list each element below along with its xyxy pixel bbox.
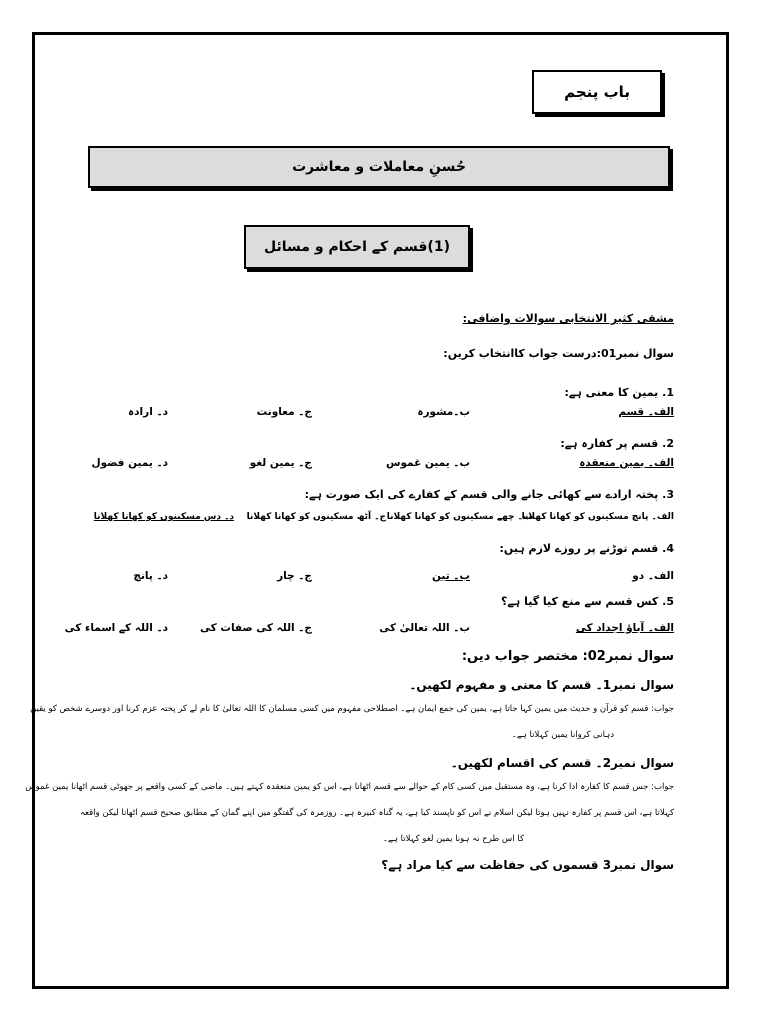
mcq-2-option-a: الف۔ یمین منعقدہ bbox=[579, 457, 674, 469]
q2-sub2-answer bbox=[25, 774, 674, 852]
mcq-2-option-d: د۔ یمین فضول bbox=[91, 457, 168, 469]
mcq-number: 1. bbox=[662, 386, 674, 399]
mcq-stem: قسم توڑنے پر روزے لازم ہیں: bbox=[499, 542, 659, 555]
section-title: حُسنِ معاملات و معاشرت bbox=[292, 159, 466, 175]
mcq-3-stem bbox=[305, 488, 674, 502]
mcq-4-stem bbox=[499, 542, 674, 556]
mcq-stem: کس قسم سے منع کیا گیا ہے؟ bbox=[500, 595, 659, 608]
mcq-5-option-d: د۔ اللہ کے اسماء کی bbox=[64, 622, 168, 634]
mcq-2-option-c: ج۔ یمین لغو bbox=[249, 457, 312, 469]
mcq-3-option-d: د۔ دس مسکینوں کو کھانا کھلانا bbox=[93, 512, 234, 522]
mcq-5-option-a: الف۔ آباؤ اجداد کی bbox=[575, 622, 674, 634]
mcq-1-option-d: د۔ ارادہ bbox=[128, 406, 168, 418]
mcq-1-stem bbox=[564, 386, 674, 400]
mcq-stem: یمین کا معنی ہے: bbox=[564, 386, 659, 399]
mcq-4-option-b: ب۔ تین bbox=[431, 570, 470, 582]
mcq-1-option-c: ج۔ معاونت bbox=[256, 406, 312, 418]
q2-sub2-question: سوال نمبر2۔ قسم کی اقسام لکھیں۔ bbox=[450, 756, 674, 770]
section-title-box bbox=[88, 146, 670, 188]
answer-line: دہانی کروانا یمین کہلاتا ہے۔ bbox=[511, 730, 614, 740]
mcq-3-option-a: الف۔ پانچ مسکینوں کو کھانا کھلانا bbox=[521, 512, 674, 522]
mcq-number: 2. bbox=[662, 437, 674, 450]
answer-line: جواب: قسم کو قرآن و حدیث میں یمین کہا جاتا ہے، یمین کی جمع ایمان ہے۔ اصطلاحی مفہوم میں کسی مسلمان کا اللہ تعالیٰ کا نام لے کر پختہ عزم کرنا اور دوسرے شخص کو یقین bbox=[30, 704, 674, 714]
lesson-title-box bbox=[244, 225, 470, 269]
mcq-3-option-b: ب۔ چھے مسکینوں کو کھانا کھلانا bbox=[386, 512, 532, 522]
answer-line: کہلاتا ہے، اس قسم پر کفارہ نہیں ہوتا لیکن اسلام نے اس کو ناپسند کیا ہے، یہ گناہ کبیرہ ہے۔ روزمرہ کی گفتگو میں اپنے گمان کے مطابق صحیح قسم اٹھانا لیکن واقعہ bbox=[80, 808, 674, 818]
answer-line: کا اس طرح نہ ہونا یمین لغو کہلاتا ہے۔ bbox=[383, 834, 524, 844]
chapter-title: باب پنجم bbox=[564, 83, 630, 101]
mcq-5-option-c: ج۔ اللہ کی صفات کی bbox=[200, 622, 312, 634]
mcq-3-option-c: ج۔ آٹھ مسکینوں کو کھانا کھلانا bbox=[246, 512, 386, 522]
q2-sub3-question: سوال نمبر3 قسموں کی حفاظت سے کیا مراد ہے؟ bbox=[381, 858, 674, 872]
mcq-number: 4. bbox=[662, 542, 674, 555]
exercise-heading: مشقی کثیر الانتخابی سوالات واضافی: bbox=[462, 312, 674, 325]
mcq-4-option-d: د۔ پانچ bbox=[133, 570, 168, 582]
q1-instruction: سوال نمبر01:درست جواب کاانتخاب کریں: bbox=[443, 347, 674, 360]
mcq-stem: پختہ ارادے سے کھائی جانے والی قسم کے کفارے کی ایک صورت ہے: bbox=[304, 488, 659, 501]
q2-sub1-answer bbox=[30, 696, 674, 748]
mcq-5-stem bbox=[501, 595, 674, 609]
q2-heading: سوال نمبر02: مختصر جواب دیں: bbox=[461, 649, 674, 664]
chapter-title-box bbox=[532, 70, 662, 114]
mcq-number: 5. bbox=[662, 595, 674, 608]
mcq-2-stem bbox=[560, 437, 674, 451]
mcq-2-option-b: ب۔ یمین غموس bbox=[385, 457, 470, 469]
mcq-1-option-a: الف۔ قسم bbox=[618, 406, 674, 418]
mcq-number: 3. bbox=[662, 488, 674, 501]
mcq-1-option-b: ب۔مشورہ bbox=[417, 406, 470, 418]
mcq-4-option-c: ج۔ چار bbox=[277, 570, 312, 582]
lesson-title: (1)قسم کے احکام و مسائل bbox=[264, 239, 450, 255]
mcq-4-option-a: الف۔ دو bbox=[632, 570, 674, 582]
mcq-stem: قسم پر کفارہ ہے: bbox=[560, 437, 659, 450]
mcq-5-option-b: ب۔ اللہ تعالیٰ کی bbox=[379, 622, 470, 634]
answer-line: جواب: جس قسم کا کفارہ ادا کرنا ہے، وہ مستقبل میں کسی کام کے حوالے سے قسم اٹھانا ہے، اس کو یمین منعقدہ کہتے ہیں۔ ماضی کے کسی واقعے پر جھوٹی قسم اٹھانا یمین غموس bbox=[25, 782, 674, 792]
q2-sub1-question: سوال نمبر1۔ قسم کا معنی و مفہوم لکھیں۔ bbox=[409, 678, 674, 692]
